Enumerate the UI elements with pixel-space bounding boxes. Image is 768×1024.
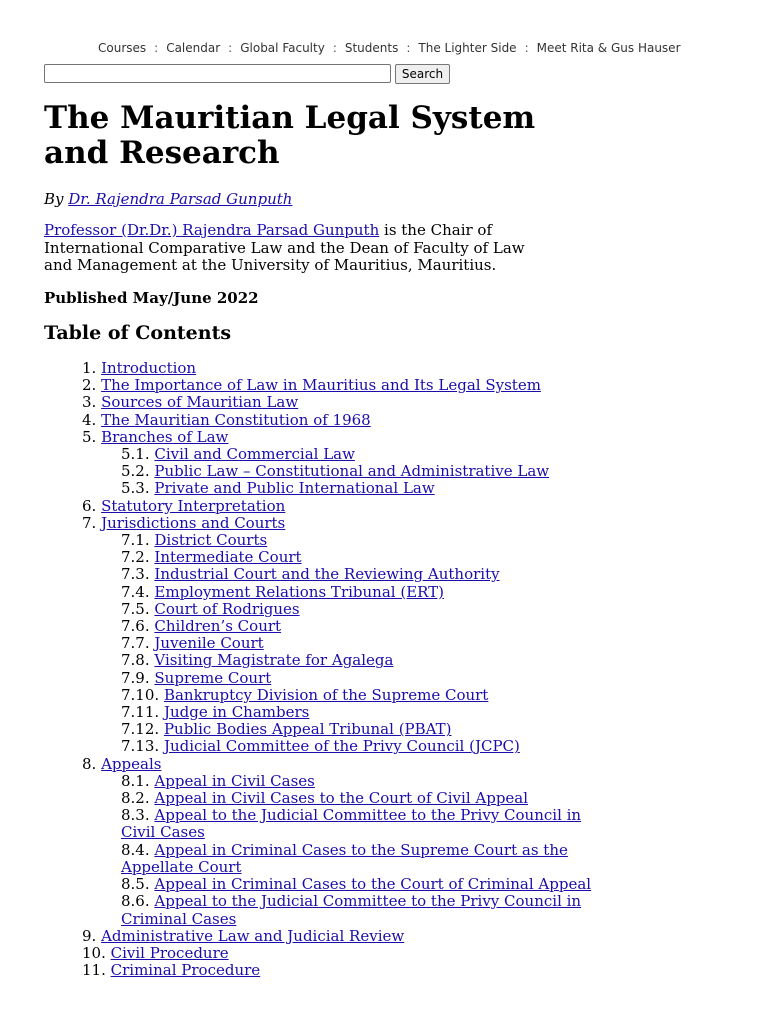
toc-number: 9. [82,926,97,945]
toc-subitem [0,618,597,635]
toc-subitem [0,790,597,807]
toc-number: 5.1. [121,445,150,464]
toc-link[interactable]: Appeal in Civil Cases to the Court of Civil Appeal [154,789,529,808]
toc-number: 4. [82,410,97,429]
toc-number: 7.8. [121,651,150,670]
toc-subitem [0,480,597,497]
toc-link[interactable]: Appeals [101,754,162,773]
toc-link[interactable]: Appeal to the Judicial Committee to the Privy Council in Civil Cases [121,806,582,842]
toc-item [0,928,640,945]
toc-number: 8. [82,754,97,773]
toc-subitem [0,670,597,687]
table-of-contents [0,360,640,979]
toc-item [0,360,640,377]
nav-link-global-faculty[interactable]: Global Faculty [240,41,325,55]
toc-link[interactable]: Appeal in Criminal Cases to the Supreme Court as the Appellate Court [121,840,568,876]
toc-link[interactable]: Jurisdictions and Courts [101,513,286,532]
toc-number: 8.6. [121,892,150,911]
table-of-contents-heading: Table of Contents [44,322,232,344]
toc-link[interactable]: Civil and Commercial Law [154,445,355,464]
toc-link[interactable]: Intermediate Court [154,548,302,567]
nav-link-meet-hauser[interactable]: Meet Rita & Gus Hauser [536,41,681,55]
author-bio [44,222,534,275]
toc-subitem [0,704,597,721]
toc-link[interactable]: Sources of Mauritian Law [101,393,299,412]
toc-number: 7.1. [121,531,150,550]
toc-subitem [0,876,597,893]
toc-subitem [0,446,597,463]
toc-link[interactable]: Bankruptcy Division of the Supreme Court [163,685,489,704]
toc-subitem [0,566,597,583]
toc-subitem [0,532,597,549]
toc-item [0,412,640,429]
toc-link[interactable]: Private and Public International Law [154,479,435,498]
toc-item [0,498,640,515]
toc-number: 5.3. [121,479,150,498]
toc-number: 7.3. [121,565,150,584]
toc-number: 6. [82,496,97,515]
toc-item [0,429,640,446]
byline [44,190,292,208]
toc-number: 10. [82,943,106,962]
toc-subitem [0,635,597,652]
nav-separator: : [228,41,233,55]
toc-number: 7.12. [121,720,160,739]
toc-item [0,962,640,979]
toc-link[interactable]: The Mauritian Constitution of 1968 [101,410,371,429]
toc-subitem [0,601,597,618]
nav-link-calendar[interactable]: Calendar [166,41,221,55]
toc-link[interactable]: Appeal in Criminal Cases to the Court of Criminal Appeal [154,875,592,894]
toc-number: 11. [82,961,106,980]
toc-subitem [0,584,597,601]
toc-number: 7.2. [121,548,150,567]
toc-link[interactable]: The Importance of Law in Mauritius and Its Legal System [101,376,541,395]
toc-item [0,515,640,532]
toc-number: 7.4. [121,582,150,601]
toc-item [0,377,640,394]
nav-link-lighter-side[interactable]: The Lighter Side [418,41,517,55]
toc-number: 7. [82,513,97,532]
search-input[interactable] [44,64,391,83]
top-navigation [98,41,681,55]
nav-separator: : [332,41,337,55]
toc-item [0,756,640,773]
toc-number: 7.13. [121,737,160,756]
author-link[interactable]: Dr. Rajendra Parsad Gunputh [68,190,293,208]
toc-subitem [0,773,597,790]
toc-link[interactable]: Industrial Court and the Reviewing Authority [154,565,500,584]
toc-link[interactable]: Supreme Court [154,668,272,687]
toc-number: 8.2. [121,789,150,808]
toc-number: 7.10. [121,685,160,704]
toc-subitem [0,842,597,876]
toc-list [0,360,640,979]
toc-link[interactable]: Court of Rodrigues [154,599,300,618]
nav-separator: : [154,41,159,55]
toc-subitem [0,893,597,927]
toc-subitem [0,652,597,669]
toc-number: 7.6. [121,617,150,636]
toc-number: 2. [82,376,97,395]
toc-number: 5.2. [121,462,150,481]
toc-number: 7.11. [121,703,160,722]
page-title: The Mauritian Legal System and Research [44,100,536,171]
nav-link-students[interactable]: Students [344,41,399,55]
toc-number: 5. [82,427,97,446]
toc-link[interactable]: Juvenile Court [154,634,264,653]
toc-subitem [0,463,597,480]
bio-author-link[interactable]: Professor (Dr.Dr.) Rajendra Parsad Gunputh [44,221,380,239]
nav-separator: : [524,41,529,55]
toc-link[interactable]: Public Bodies Appeal Tribunal (PBAT) [163,720,452,739]
toc-link[interactable]: Appeal in Civil Cases [154,771,315,790]
toc-number: 7.7. [121,634,150,653]
toc-link[interactable]: Children’s Court [154,617,282,636]
toc-number: 8.5. [121,875,150,894]
published-date: Published May/June 2022 [44,289,259,307]
toc-number: 1. [82,359,97,377]
toc-item [0,394,640,411]
toc-link[interactable]: Public Law – Constitutional and Administrative Law [154,462,550,481]
toc-item [0,945,640,962]
toc-number: 3. [82,393,97,412]
toc-subitem [0,807,597,841]
toc-link[interactable]: Branches of Law [101,427,229,446]
toc-number: 7.9. [121,668,150,687]
search-button[interactable]: Search [395,64,450,84]
nav-separator: : [406,41,411,55]
toc-link[interactable]: Judicial Committee of the Privy Council (JCPC) [163,737,520,756]
byline-prefix: By [44,190,64,208]
toc-link[interactable]: Judge in Chambers [163,703,310,722]
toc-number: 8.4. [121,840,150,859]
toc-number: 8.3. [121,806,150,825]
toc-link[interactable]: District Courts [154,531,268,550]
bio-text: is the Chair of International Comparative Law and the Dean of Faculty of Law and Management at the University of Mauritius, Mauritius. [44,221,525,274]
toc-link[interactable]: Criminal Procedure [110,961,261,980]
toc-link[interactable]: Visiting Magistrate for Agalega [154,651,394,670]
toc-link[interactable]: Civil Procedure [110,943,229,962]
toc-number: 8.1. [121,771,150,790]
toc-subitem [0,687,597,704]
toc-subitem [0,549,597,566]
nav-link-courses[interactable]: Courses [98,41,147,55]
toc-subitem [0,738,597,755]
toc-link[interactable]: Appeal to the Judicial Committee to the Privy Council in Criminal Cases [121,892,582,928]
toc-link[interactable]: Administrative Law and Judicial Review [101,926,405,945]
toc-link[interactable]: Statutory Interpretation [101,496,286,515]
toc-subitem [0,721,597,738]
toc-number: 7.5. [121,599,150,618]
toc-link[interactable]: Employment Relations Tribunal (ERT) [154,582,445,601]
toc-link[interactable]: Introduction [101,359,197,377]
